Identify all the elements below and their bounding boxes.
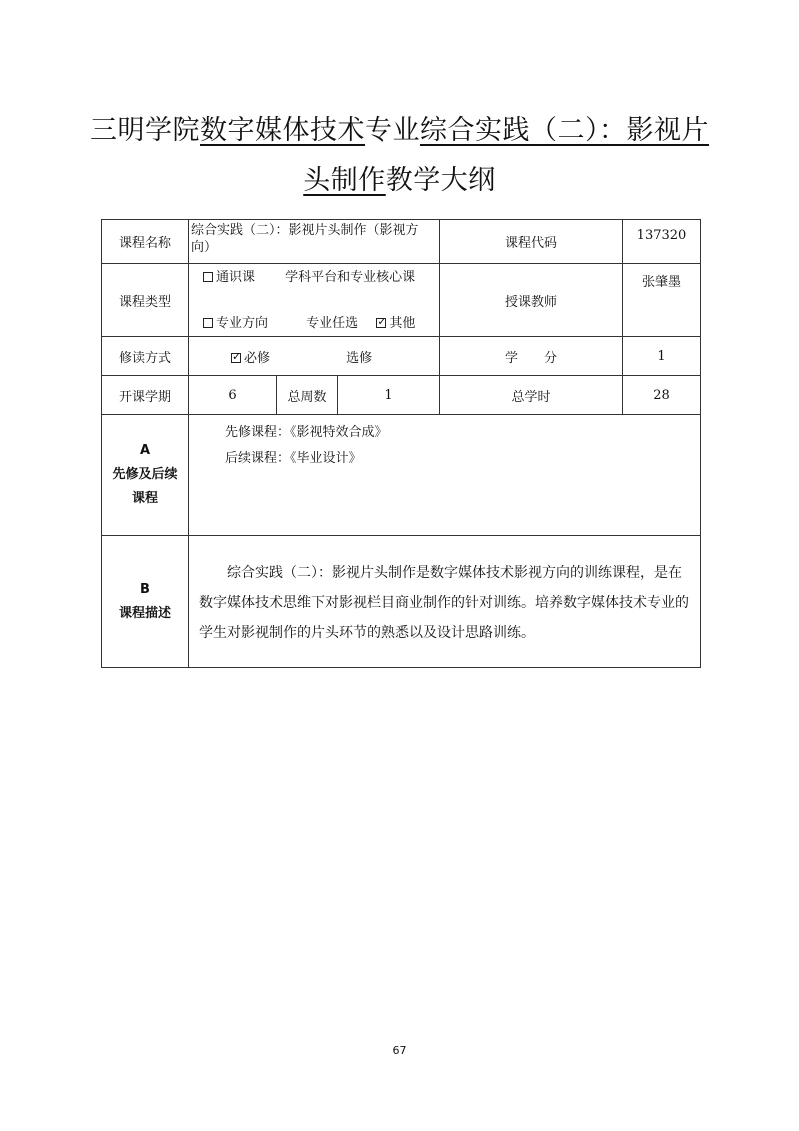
row-course-name (102, 220, 701, 264)
credit-value: 1 (623, 337, 701, 376)
section-b-label: 课程描述 (118, 605, 171, 621)
row-course-type (102, 264, 701, 337)
section-a-header (102, 415, 189, 536)
hours-value: 28 (623, 376, 701, 415)
course-type-label: 课程类型 (102, 264, 189, 337)
weeks-value: 1 (338, 376, 440, 415)
page-number: 67 (392, 1044, 407, 1057)
checkbox-required[interactable] (231, 353, 241, 363)
course-name-value: 综合实践（二）：影视片头制作（影视方向） (189, 220, 440, 264)
prereq-course: 先修课程：《影视特效合成》 (225, 425, 388, 440)
weeks-label: 总周数 (277, 376, 338, 415)
semester-label: 开课学期 (102, 376, 189, 415)
section-a-line1: 先修及后续 (112, 467, 178, 482)
semester-value: 6 (189, 376, 277, 415)
document-title-line2: 头制作教学大纲 (303, 165, 496, 196)
syllabus-table (101, 219, 701, 668)
section-b-letter: B (140, 581, 150, 597)
row-prerequisites (102, 415, 701, 536)
checkbox-general[interactable] (203, 272, 213, 282)
checkbox-other[interactable] (376, 318, 386, 328)
followup-course: 后续课程：《毕业设计》 (225, 451, 362, 466)
course-description: 综合实践（二）：影视片头制作是数字媒体技术影视方向的训练课程，是在数字媒体技术思维下对影视栏目商业制作的针对训练。培养数字媒体技术专业的学生对影视制作的片头环节的熟悉以及设计思路训练。 (189, 536, 701, 668)
teacher-label: 授课教师 (440, 264, 623, 337)
course-name-label: 课程名称 (102, 220, 189, 264)
row-study-mode (102, 337, 701, 376)
row-semester (102, 376, 701, 415)
document-title-line1: 三明学院数字媒体技术专业综合实践（二）：影视片 (90, 115, 709, 146)
credit-label: 学 分 (440, 337, 623, 376)
course-code-label: 课程代码 (440, 220, 623, 264)
row-description (102, 536, 701, 668)
section-b-header (102, 536, 189, 668)
course-code-value: 137320 (623, 220, 701, 264)
teacher-value: 张肇墨 (623, 264, 701, 337)
study-mode-options: ✓ 必修 选修 (189, 337, 440, 376)
section-a-line2: 课程 (131, 491, 158, 506)
hours-label: 总学时 (440, 376, 623, 415)
section-a-letter: A (139, 443, 151, 458)
checkbox-direction[interactable] (203, 318, 213, 328)
prereq-content (189, 415, 701, 536)
study-mode-label: 修读方式 (102, 337, 189, 376)
course-type-options: 通识课 学科平台和专业核心课 专业方向 专业任选 ✓ 其他 (189, 264, 440, 337)
